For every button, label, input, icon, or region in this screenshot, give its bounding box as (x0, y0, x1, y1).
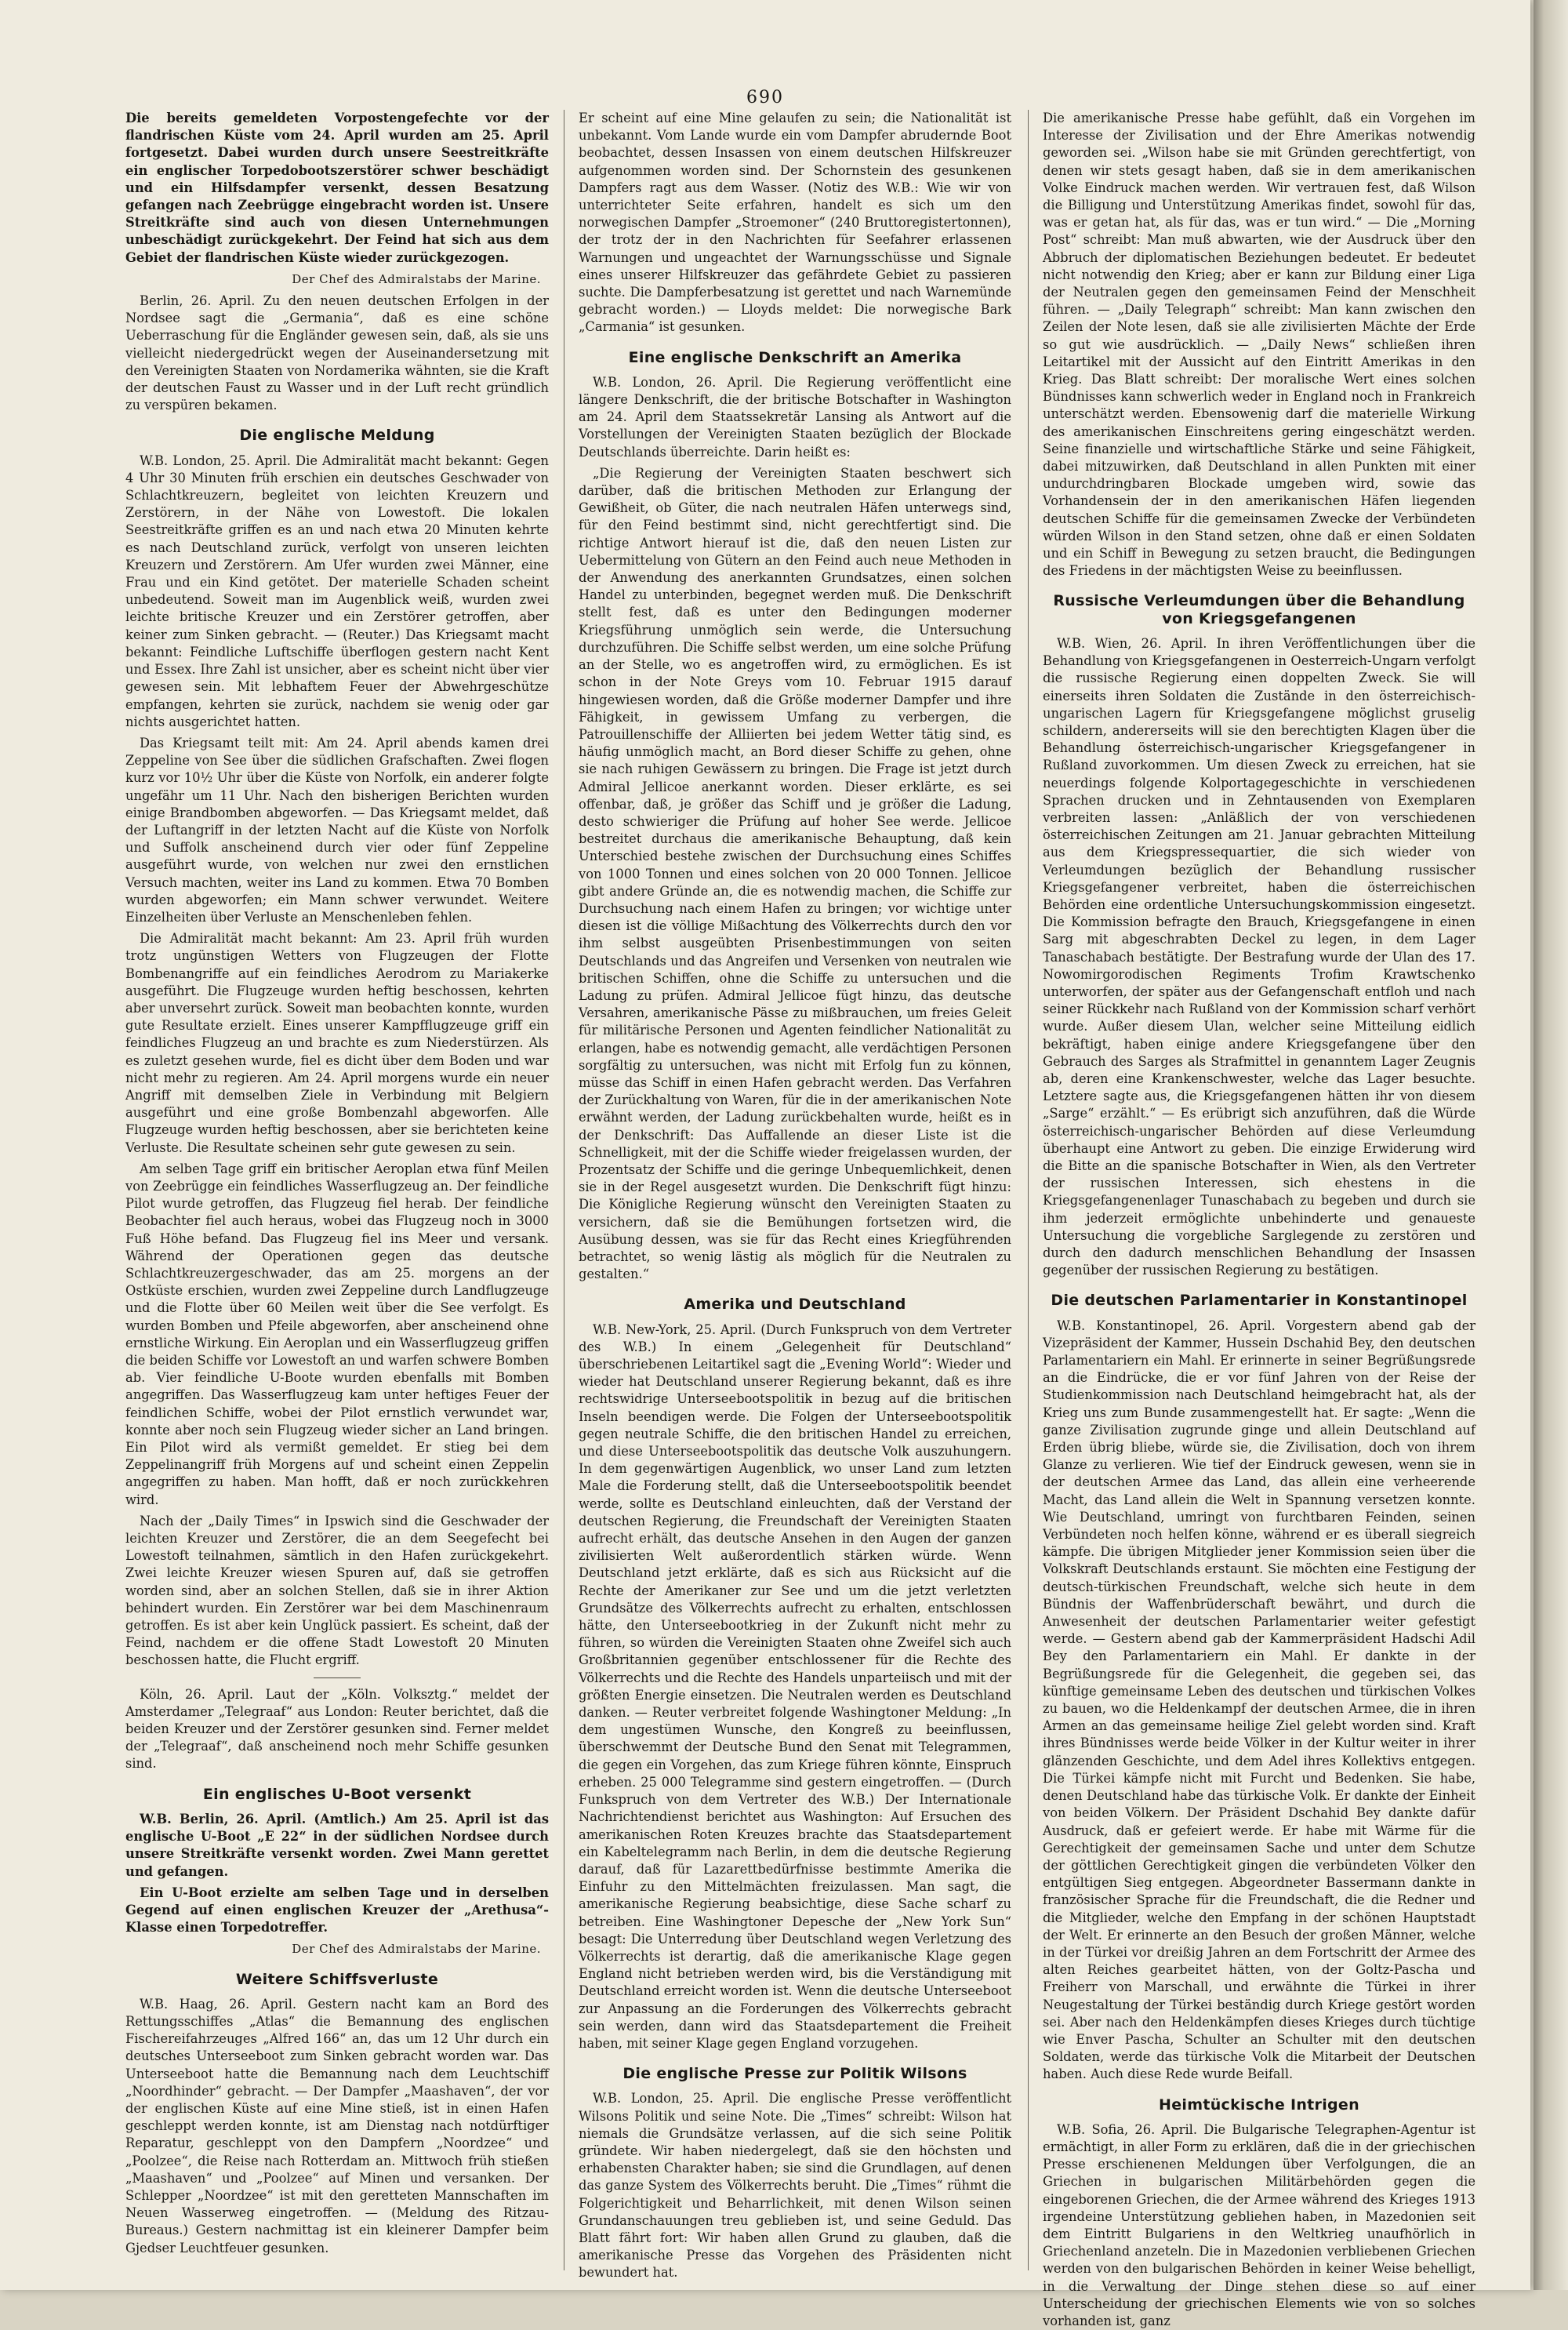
headline: Ein englisches U-Boot versenkt (202, 1785, 472, 1803)
article-paragraph: Die amerikanische Presse habe gefühlt, daß ein Vorgehen im Interesse der Zivilisation und der Ehre Amerikas notwendig geworden sei. „Wilson habe sie mit Gründen gerechtfertigt, von denen wir stets gesagt haben, daß sie in dem amerikanischen Volke Eindruck machen werden. Wir vertrauen fest, daß Wilson die Billigung und Unterstützung Amerikas findet, sowohl für das, was er getan hat, als für das, was er tun wird.“ — Die „Morning Post“ schreibt: Man muß abwarten, wie der Ausdruck über den Abbruch der diplomatischen Beziehungen bedeutet. Er bedeutet nicht notwendig den Krieg; aber er kann zur Bildung einer Liga der Neutralen gegen den gemeinsamen Feind der Menschheit führen. — „Daily Telegraph“ schreibt: Man kann zwischen den Zeilen der Note lesen, daß sie alle zivilisierten Mächte der Erde so gut wie ausdrücklich. — „Daily News“ schließen ihren Leitartikel mit der Aussicht auf den Eintritt Amerikas in den Krieg. Das Blatt schreibt: Der moralische Wert eines solchen Bündnisses kann schwerlich weder in England noch in Frankreich unterschätzt werden. Ebensowenig darf die materielle Wirkung des amerikanischen Einschreitens gering eingeschätzt werden. Seine finanzielle und wirtschaftliche Stärke und seine Fähigkeit, dabei mitzuwirken, daß Deutschland in allen Punkten mit einer undurchdringbaren Blockade umgeben wird, sowie das Vorhandensein der in den amerikanischen Häfen liegenden deutschen Schiffe für die gemeinsamen Zwecke der Verbündeten würden Wilson in den Stand setzen, ohne daß er einen Soldaten und ein Schiff in Bewegung zu setzen braucht, die Bedingungen des Friedens in der mächtigsten Weise zu beeinflussen. (1043, 111, 1475, 579)
headline: Russische Verleumdungen über die Behandlung von Kriegsgefangenen (1053, 592, 1465, 627)
headline: Eine englische Denkschrift an Amerika (628, 348, 962, 366)
column-2 (579, 110, 1011, 2281)
article-paragraph: W.B. Berlin, 26. April. (Amtlich.) Am 25. April ist das englische U-Boot „E 22“ in der südlichen Nordsee durch unsere Streitkräfte versenkt worden. Zwei Mann gerettet und gefangen. (125, 1811, 549, 1879)
adjacent-page-edge (1534, 0, 1568, 2290)
article-paragraph: W.B. Wien, 26. April. In ihren Veröffentlichungen über die Behandlung von Kriegsgefangenen in Oesterreich-Ungarn verfolgt die russische Regierung einen doppelten Zweck. Sie will einerseits ihren Soldaten die Zustände in den österreichisch-ungarischen Lagern für Kriegsgefangene möglichst gruselig schildern, andererseits will sie den berechtigten Klagen über die Behandlung österreichisch-ungarischer Kriegsgefangener in Rußland zuvorkommen. Um diesen Zweck zu erreichen, hat sie neuerdings folgende Kolportagegeschichte in verschiedenen Sprachen drucken und in Zehntausenden von Exemplaren verbreiten lassen: „Anläßlich der von verschiedenen österreichischen Zeitungen am 21. Januar gebrachten Mitteilung aus dem Kriegspressequartier, die sich wieder von Verleumdungen bezüglich der Behandlung russischer Kriegsgefangener verbreitet, haben die österreichischen Behörden eine ordentliche Untersuchungskommission eingesetzt. Die Kommission befragte den Brauch, Kriegsgefangene in einen Sarg mit abgeschrabten Deckel zu legen, in dem Lager Tanaschabach bestätigte. Der Bestrafung wurde der Ulan des 17. Nowomirgorodischen Regiments Trofim Krawtschenko unterworfen, der später aus der Gefangenschaft entfloh und nach seiner Rückkehr nach Rußland von der Kommission scharf verhört wurde. Außer diesem Ulan, welcher seine Mitteilung eidlich bekräftigt, haben einige andere Kriegsgefangene über den Gebrauch des Sarges als Strafmittel in genanntem Lager Zeugnis ab, deren eine Krankenschwester, welche das Lager besuchte. Letztere sagte aus, die Kriegsgefangenen hätten ihr von diesem „Sarge“ erzählt.“ — Es erübrigt sich anzuführen, daß die Würde österreichisch-ungarischer Behörden auf diese Verleumdung überhaupt eine Antwort zu geben. Die einzige Erwiderung wird die Bitte an die spanische Botschafter in Wien, als den Vertreter der russischen Interessen, sich ehestens in die Kriegsgefangenenlager Tunaschabach zu begeben und durch sie ihm jederzeit ermöglichte unbehinderte und genaueste Untersuchung die vorgebliche Sarglegende zu zerstören und durch den dadurch menschlichen Behandlung der Insassen gegenüber der russischen Regierung zu bestätigen. (1043, 635, 1475, 1278)
article-paragraph: W.B. London, 25. April. Die englische Presse veröffentlicht Wilsons Politik und seine Note. Die „Times“ schreibt: Wilson hat niemals die Grundsätze verlassen, auf die sich seine Politik gründete. Wir haben niedergelegt, daß sie den höchsten und erhabensten Charakter haben; sie sind die Grundlagen, auf denen das ganze System des Völkerrechts beruht. Die „Times“ rühmt die Folgerichtigkeit und Beharrlichkeit, mit denen Wilson seinen Grundanschauungen treu geblieben ist, und seine Geduld. Das Blatt fährt fort: Wir haben allen Grund zu glauben, daß die amerikanische Presse das Vorgehen des Präsidenten nicht bewundert hat. (579, 2091, 1011, 2281)
article-paragraph: „Die Regierung der Vereinigten Staaten beschwert sich darüber, daß die britischen Methoden zur Erlangung der Gewißheit, ob Güter, die nach neutralen Häfen unterwegs sind, für den Feind bestimmt sind, nicht gerechtfertigt sind. Die richtige Antwort hierauf ist die, daß den neuen Listen zur Uebermittelung von Gütern an den Feind auch neue Methoden in der Anwendung des anerkannten Grundsatzes, einen solchen Handel zu unterbinden, begegnet werden muß. Die Denkschrift stellt fest, daß es unter den Bedingungen moderner Kriegsführung unmöglich sein werde, die Untersuchung durchzuführen. Die Schiffe selbst werden, um eine solche Prüfung an der Stelle, wo es angetroffen wird, zu ermöglichen. Es ist schon in der Note Greys vom 10. Februar 1915 darauf hingewiesen worden, daß die Größe moderner Dampfer und ihre Fähigkeit, in gewissem Umfang zu verbergen, die Patrouillenschiffe der Alliierten bei jedem Wetter tätig sind, es häufig unmöglich macht, an Bord dieser Schiffe zu gehen, ohne sie nach ruhigen Gewässern zu bringen. Die Frage ist jetzt durch Admiral Jellicoe anerkannt worden. Dieser erklärte, es sei offenbar, daß, je größer das Schiff und je größer die Ladung, desto schwieriger die Prüfung auf hoher See werde. Jellicoe bestreitet durchaus die amerikanische Behauptung, daß kein Unterschied bestehe zwischen der Durchsuchung eines Schiffes von 1000 Tonnen und eines solchen von 20 000 Tonnen. Jellicoe gibt andere Gründe an, die es notwendig machen, die Schiffe zur Durchsuchung nach einem Hafen zu bringen; vor wichtige unter diesen ist die völlige Mißachtung des Völkerrechts durch den vor ihm selbst ausgeübten Prisenbestimmungen von seiten Deutschlands und das Angreifen und Versenken von neutralen wie britischen Schiffen, ohne die Schiffe zu untersuchen und die Ladung zu prüfen. Admiral Jellicoe fügt hinzu, das deutsche Versahren, amerikanische Pässe zu mißbrauchen, um freies Geleit für militärische Personen und Agenten feindlicher Nationalität zu erlangen, habe es notwendig gemacht, alle verdächtigen Personen sorgfältig zu untersuchen, was nicht mit Erfolg fun zu können, müsse das Schiff in einen Hafen gebracht werden. Das Verfahren der Zurückhaltung von Waren, für die in der amerikanischen Note erwähnt werden, der Ladung zurückbehalten wurde, heißt es in der Denkschrift: Das Auffallende an dieser Liste ist die Schnelligkeit, mit der die Schiffe wieder freigelassen wurden, der Prozentsatz der Schiffe und die geringe Unbequemlichkeit, denen sie in der Regel ausgesetzt wurden. Die Denkschrift fügt hinzu: Die Königliche Regierung wünscht den Vereinigten Staaten zu versichern, daß sie die Bemühungen fortsetzen wird, die Ausübung dessen, was sie für das Recht eines Kriegführenden betrachtet, so wenig lästig als möglich für die Neutralen zu gestalten.“ (579, 465, 1011, 1282)
headline: Die deutschen Parlamentarier in Konstantinopel (1051, 1292, 1468, 1310)
headline: Heimtückische Intrigen (1159, 2096, 1359, 2114)
article-paragraph: W.B. Konstantinopel, 26. April. Vorgestern abend gab der Vizepräsident der Kammer, Hussein Dschahid Bey, den deutschen Parlamentariern ein Mahl. Er erinnerte in seiner Begrüßungsrede an die Eindrücke, die er vor fünf Jahren von der Reise der Studienkommission nach Deutschland heimgebracht hat, als der Krieg uns zum Bunde zusammengestellt hat. Er sagte: „Wenn die ganze Zivilisation zugrunde ginge und allein Deutschland auf Erden übrig bliebe, würde sie, die Zivilisation, doch von ihrem Glanze zu verlieren. Wie tief der Eindruck gewesen, wenn sie in der deutschen Armee das Land, das allein eine verheerende Macht, das Land allein die Welt in Spannung versetzen konnte. Wie Deutschland, umringt von furchtbaren Feinden, seinen Verbündeten noch helfen könne, während er es überall siegreich kämpfe. Die übrigen Mitglieder jener Kommission seien über die Volkskraft Deutschlands erstaunt. Sie möchten eine Festigung der deutsch-türkischen Freundschaft, welche sich heute in dem Bündnis der Waffenbrüderschaft bewährt, und durch die Anwesenheit der deutschen Parlamentarier weiter gefestigt werde. — Gestern abend gab der Kammerpräsident Hadschi Adil Bey den Parlamentariern ein Mahl. Er dankte in der Begrüßungsrede für die Gelegenheit, die gegeben sei, das künftige gemeinsame Leben des deutschen und türkischen Volkes zu bauen, wo die Heldenkampf der deutschen Armee, die in ihren Armen an das gemeinsame heilige Ziel gelebt worden sind. Kraft ihres Bündnisses werde beide Völker in der Kultur weiter in ihrer glänzenden Geschichte, und dem Adel ihres Kollektivs entgegen. Die Türkei kämpfe nicht mit Furcht und Bedenken. Sie habe, denen Deutschland habe das türkische Volk. Er dankte der Einheit von beiden Völkern. Der Präsident Dschahid Bey dankte dafür Ausdruck, daß er gefeiert werde. Er habe mit Wärme für die Gerechtigkeit der gemeinsamen Sache und unter dem Schutze der göttlichen Gerechtigkeit gingen die verbündeten Völker den entgültigen Sieg entgegen. Abgeordneter Bassermann dankte in französischer Sprache für die Freundschaft, die die Redner und die Mitglieder, welche den Empfang in der schönen Hauptstadt der Welt. Er erinnerte an den Besuch der großen Männer, welche in der Türkei vor dreißig Jahren an dem Fortschritt der Armee des alten Reiches gearbeitet hätten, von der Goltz-Pascha und Freiherr von Marschall, und erwähnte die Türkei in ihrer Neugestaltung der Türkei beständig durch Kriege gestört worden sei. Aber nach den Heldenkämpfen dieses Krieges durch tüchtige wie Enver Pascha, Schulter an Schulter mit den deutschen Soldaten, werde das türkische Volk die Mitarbeit der Deutschen haben. Auch diese Rede wurde Beifall. (1043, 1318, 1475, 2082)
headline: Amerika und Deutschland (684, 1296, 906, 1314)
article-paragraph: W.B. London, 25. April. Die Admiralität macht bekannt: Gegen 4 Uhr 30 Minuten früh erschien ein deutsches Geschwader von Schlachtkreuzern, begleitet von leichten Kreuzern und Zerstörern, in der Nähe von Lowestoft. Die lokalen Seestreitkräfte griffen es an und nach etwa 20 Minuten kehrte es nach Deutschland zurück, verfolgt von unseren leichten Kreuzern und Zerstörern. Am Ufer wurden zwei Männer, eine Frau und ein Kind getötet. Der materielle Schaden scheint unbedeutend. Soweit man im Augenblick weiß, wurden zwei leichte britische Kreuzer und ein Zerstörer getroffen, aber keiner zum Sinken gebracht. — (Reuter.) Das Kriegsamt macht bekannt: Feindliche Luftschiffe überflogen gestern nacht Kent und Essex. Ihre Zahl ist unsicher, aber es scheint nicht über vier gewesen sein. Mit lebhaftem Feuer der Abwehrgeschütze empfangen, kehrten sie zurück, nachdem sie wenig oder gar nichts ausgerichtet hatten. (125, 453, 549, 729)
signature: Der Chef des Admiralstabs der Marine. (292, 271, 541, 286)
headline: Weitere Schiffsverluste (235, 1970, 439, 1988)
column-1 (125, 110, 549, 2270)
article-paragraph: Köln, 26. April. Laut der „Köln. Volksztg.“ meldet der Amsterdamer „Telegraaf“ aus London: Reuter berichtet, daß die beiden Kreuzer und der Zerstörer gesunken sind. Ferner meldet der „Telegraaf“, daß anscheinend noch mehr Schiffe gesunken sind. (125, 1686, 549, 1772)
article-paragraph: W.B. Haag, 26. April. Gestern nacht kam an Bord des Rettungsschiffes „Atlas“ die Bemannung des englischen Fischereifahrzeuges „Alfred 166“ an, das um 12 Uhr durch ein deutsches Unterseeboot zum Sinken gebracht worden war. Das Unterseeboot hatte die Bemannung nach dem Leuchtschiff „Noordhinder“ gebracht. — Der Dampfer „Maashaven“, der vor der englischen Küste auf eine Mine stieß, ist in einen Hafen geschleppt werden konnte, ist am Dienstag nach notdürftiger Reparatur, geschleppt von den Dampfern „Noordzee“ und „Poolzee“, die Reise nach Rotterdam an. Mittwoch früh stießen „Maashaven“ und „Poolzee“ auf Minen und versanken. Der Schlepper „Noordzee“ ist mit den geretteten Mannschaften im Neuen Wasserweg eingetroffen. — (Meldung des Ritzau-Bureaus.) Gestern nachmittag ist ein kleinerer Dampfer beim Gjedser Leuchtfeuer gesunken. (125, 1996, 549, 2255)
article-paragraph: W.B. New-York, 25. April. (Durch Funkspruch von dem Vertreter des W.B.) In einem „Gelegenheit für Deutschland“ überschriebenen Leitartikel sagt die „Evening World“: Wieder und wieder hat Deutschland unserer Regierung bekannt, daß es ihre rechtswidrige Unterseebootspolitik in bezug auf die britischen Inseln beendigen werde. Die Folgen der Unterseebootspolitik gegen neutrale Schiffe, die den britischen Handel zu erreichen, und diese Unterseebootspolitik das deutsche Volk auszuhungern. In dem gegenwärtigen Augenblick, wo unser Land zum letzten Male die Forderung stellt, daß die Unterseebootspolitik beendet werde, sollte es Deutschland einleuchten, daß der Verstand der deutschen Regierung, die Freundschaft der Vereinigten Staaten aufrecht erhält, das deutsche Ansehen in den Augen der ganzen zivilisierten Welt außerordentlich stärken würde. Wenn Deutschland jetzt erklärte, daß es sich aus Rücksicht auf die Rechte der Amerikaner zur See und um die jetzt verletzten Grundsätze des Völkerrechts aufrecht zu erhalten, entschlossen hätte, den Unterseebootkrieg in der Zukunft nicht mehr zu führen, so würden die Vereinigten Staaten ohne Zweifel sich auch Großbritannien gegenüber entschlossener für die Rechte des Völkerrechts und die Rechte des Handels unparteiisch und mit der größten Energie einsetzen. Die Neutralen werden es Deutschland danken. — Reuter verbreitet folgende Washingtoner Meldung: „In dem ungestümen Wunsche, den Kongreß zu beeinflussen, überschwemmt der Deutsche Bund den Senat mit Telegrammen, die gegen ein Vorgehen, das zum Kriege führen könnte, Einspruch erheben. 25 000 Telegramme sind gestern eingetroffen. — (Durch Funkspruch von dem Vertreter des W.B.) Der Internationale Nachrichtendienst berichtet aus Washington: Auf Ersuchen des amerikanischen Roten Kreuzes brachte das Staatsdepartement ein Kabeltelegramm nach Berlin, in dem die deutsche Regierung darauf, daß für Lazarettbedürfnisse bestimmte Amerika die Einfuhr zu den Mittelmächten freizulassen. Man sagt, die amerikanische Regierung beabsichtige, diese Sache scharf zu betreiben. Eine Washingtoner Depesche der „New York Sun“ besagt: Die Unterredung über Deutschland wegen Verletzung des Völkerrechts ist derartig, daß die amerikanische Klage gegen England nicht betrieben werden wird, bis die Verständigung mit Deutschland erreicht worden ist. Wenn die deutsche Unterseeboot zur Anpassung an die Forderungen des Völkerrechts gebracht sein werden, dann wird das Staatsdepartement die Freiheit haben, mit seiner Klage gegen England vorzugehen. (579, 1321, 1011, 2051)
headline: Die englische Presse zur Politik Wilsons (622, 2065, 967, 2083)
headline: Die englische Meldung (239, 427, 435, 445)
page-number: 690 (746, 88, 784, 107)
signature: Der Chef des Admiralstabs der Marine. (292, 1942, 541, 1957)
column-3 (1043, 110, 1475, 2328)
article-paragraph: Das Kriegsamt teilt mit: Am 24. April abends kamen drei Zeppeline von See über die südlichen Grafschaften. Zwei flogen kurz vor 10½ Uhr über die Küste von Norfolk, ein anderer folgte ungefähr um 11 Uhr. Nach den bisherigen Berichten wurden einige Brandbomben abgeworfen. — Das Kriegsamt meldet, daß der Luftangriff in der letzten Nacht auf die Küste von Norfolk und Suffolk anscheinend durch vier oder fünf Zeppeline ausgeführt wurde, von welchen nur zwei den ernstlichen Versuch machten, weiter ins Land zu kommen. Etwa 70 Bomben wurden abgeworfen; ein Mann schwer verwundet. Weitere Einzelheiten über Verluste an Menschenleben fehlen. (125, 735, 549, 925)
article-paragraph: W.B. Sofia, 26. April. Die Bulgarische Telegraphen-Agentur ist ermächtigt, in aller Form zu erklären, daß die in der griechischen Presse erschienenen Meldungen über Verfolgungen, die an Griechen in bulgarischen Militärbehörden gegen die eingeborenen Griechen, die der Armee während des Krieges 1913 irgendeine Unterstützung gebliehen haben, in Mazedonien seit dem Eintritt Bulgariens in den Weltkrieg unaufhörlich in Griechenland anzeteln. Die in Mazedonien verbliebenen Griechen werden von den bulgarischen Behörden in keiner Weise behelligt, in die Verwaltung der Dinge stehen diese so auf einer Unterscheidung der griechischen Elements wie von so solches vorhanden ist, ganz (1043, 2121, 1475, 2328)
column-rule (1028, 110, 1029, 2270)
article-paragraph: Berlin, 26. April. Zu den neuen deutschen Erfolgen in der Nordsee sagt die „Germania“, daß es eine schöne Ueberraschung für die Engländer gewesen sein, daß, als sie uns vielleicht niedergedrückt wegen der Auseinandersetzung mit den Vereinigten Staaten von Nordamerika wähnten, sie die Kraft der deutschen Faust zu Wasser und in der Luft recht gründlich zu verspüren bekamen. (125, 293, 549, 413)
article-paragraph: W.B. London, 26. April. Die Regierung veröffentlicht eine längere Denkschrift, die der britische Botschafter in Washington am 24. April dem Staatssekretär Lansing als Antwort auf die Vorstellungen der Vereinigten Staaten bezüglich der Blockade Deutschlands überreichte. Darin heißt es: (579, 374, 1011, 460)
article-paragraph: Die bereits gemeldeten Vorpostengefechte vor der flandrischen Küste vom 24. April wurden am 25. April fortgesetzt. Dabei wurden durch unsere Seestreitkräfte ein englischer Torpedobootszerstörer schwer beschädigt und ein Hilfsdampfer versenkt, dessen Besatzung gefangen nach Zeebrügge eingebracht worden ist. Unsere Streitkräfte sind auch von diesen Unternehmungen unbeschädigt zurückgekehrt. Der Feind hat sich aus dem Gebiet der flandrischen Küste wieder zurückgezogen. (125, 111, 549, 265)
article-paragraph: Er scheint auf eine Mine gelaufen zu sein; die Nationalität ist unbekannt. Vom Lande wurde ein vom Dampfer abrudernde Boot beobachtet, dessen Insassen von einem deutschen Hilfskreuzer aufgenommen worden sind. Der Schornstein des gesunkenen Dampfers ragt aus dem Wasser. (Notiz des W.B.: Wie wir von unterrichteter Seite erfahren, handelt es sich um den norwegischen Dampfer „Stroemoner“ (240 Bruttoregistertonnen), der trotz der in den Nachrichten für Seefahrer erlassenen Warnungen und ungeachtet der Warnungsschüsse und Signale eines unserer Hilfskreuzer das gefährdete Gebiet zu passieren suchte. Die Dampferbesatzung ist gerettet und nach Warnemünde gebracht worden.) — Lloyds meldet: Die norwegische Bark „Carmania“ ist gesunken. (579, 111, 1011, 335)
article-paragraph: Ein U-Boot erzielte am selben Tage und in derselben Gegend auf einen englischen Kreuzer der „Arethusa“-Klasse einen Torpedotreffer. (125, 1885, 549, 1936)
article-paragraph: Nach der „Daily Times“ in Ipswich sind die Geschwader der leichten Kreuzer und Zerstörer, die an dem Seegefecht bei Lowestoft teilnahmen, sämtlich in den Hafen zurückgekehrt. Zwei leichte Kreuzer wiesen Spuren auf, daß sie getroffen worden sind, aber an solchen Stellen, daß sie in ihrer Aktion behindert wurden. Ein Zerstörer war bei dem Maschinenraum getroffen. Es ist aber kein Unglück passiert. Es scheint, daß der Feind, nachdem er die offene Stadt Lowestoft 20 Minuten beschossen hatte, die Flucht ergriff. (125, 1513, 549, 1668)
article-paragraph: Am selben Tage griff ein britischer Aeroplan etwa fünf Meilen von Zeebrügge ein feindliches Wasserflugzeug an. Der feindliche Pilot wurde getroffen, das Flugzeug fiel herab. Der feindliche Beobachter fiel auch heraus, wobei das Flugzeug noch in 3000 Fuß Höhe befand. Das Flugzeug fiel ins Meer und versank. Während der Operationen gegen das deutsche Schlachtkreuzergeschwader, das am 25. morgens an der Ostküste erschien, wurden zwei Zeppeline durch Landflugzeuge und die Flotte über 60 Meilen weit über die See verfolgt. Es wurden Bomben und Pfeile abgeworfen, aber anscheinend ohne ernstliche Wirkung. Ein Aeroplan und ein Wasserflugzeug griffen die beiden Schiffe vor Lowestoft an und warfen schwere Bomben ab. Vier feindliche U-Boote wurden ebenfalls mit Bomben angegriffen. Das Wasserflugzeug kam unter heftiges Feuer der feindlichen Schiffe, wobei der Pilot ernstlich verwundet war, konnte aber noch sein Flugzeug wieder sicher an Land bringen. Ein Pilot wird als vermißt gemeldet. Er stieg bei dem Zeppelinangriff früh Morgens auf und scheint einen Zeppelin angegriffen zu haben. Man hofft, daß er noch zurückkehren wird. (125, 1161, 549, 1507)
article-paragraph: Die Admiralität macht bekannt: Am 23. April früh wurden trotz ungünstigen Wetters von Flugzeugen der Flotte Bombenangriffe auf ein feindliches Aerodrom zu Mariakerke ausgeführt. Die Flugzeuge wurden heftig beschossen, kehrten aber unversehrt zurück. Soweit man beobachten konnte, wurden gute Resultate erzielt. Eines unserer Kampfflugzeuge griff ein feindliches Flugzeug an und brachte es zum Niederstürzen. Als es zuletzt gesehen wurde, fiel es dicht über dem Boden und war nicht mehr zu regieren. Am 24. April morgens wurde ein neuer Angriff mit demselben Ziele in Verbindung mit Belgiern ausgeführt und eine große Bombenzahl abgeworfen. Alle Flugzeuge wurden heftig beschossen, aber sie berichteten keine Verluste. Die Resultate scheinen sehr gute gewesen zu sein. (125, 931, 549, 1155)
